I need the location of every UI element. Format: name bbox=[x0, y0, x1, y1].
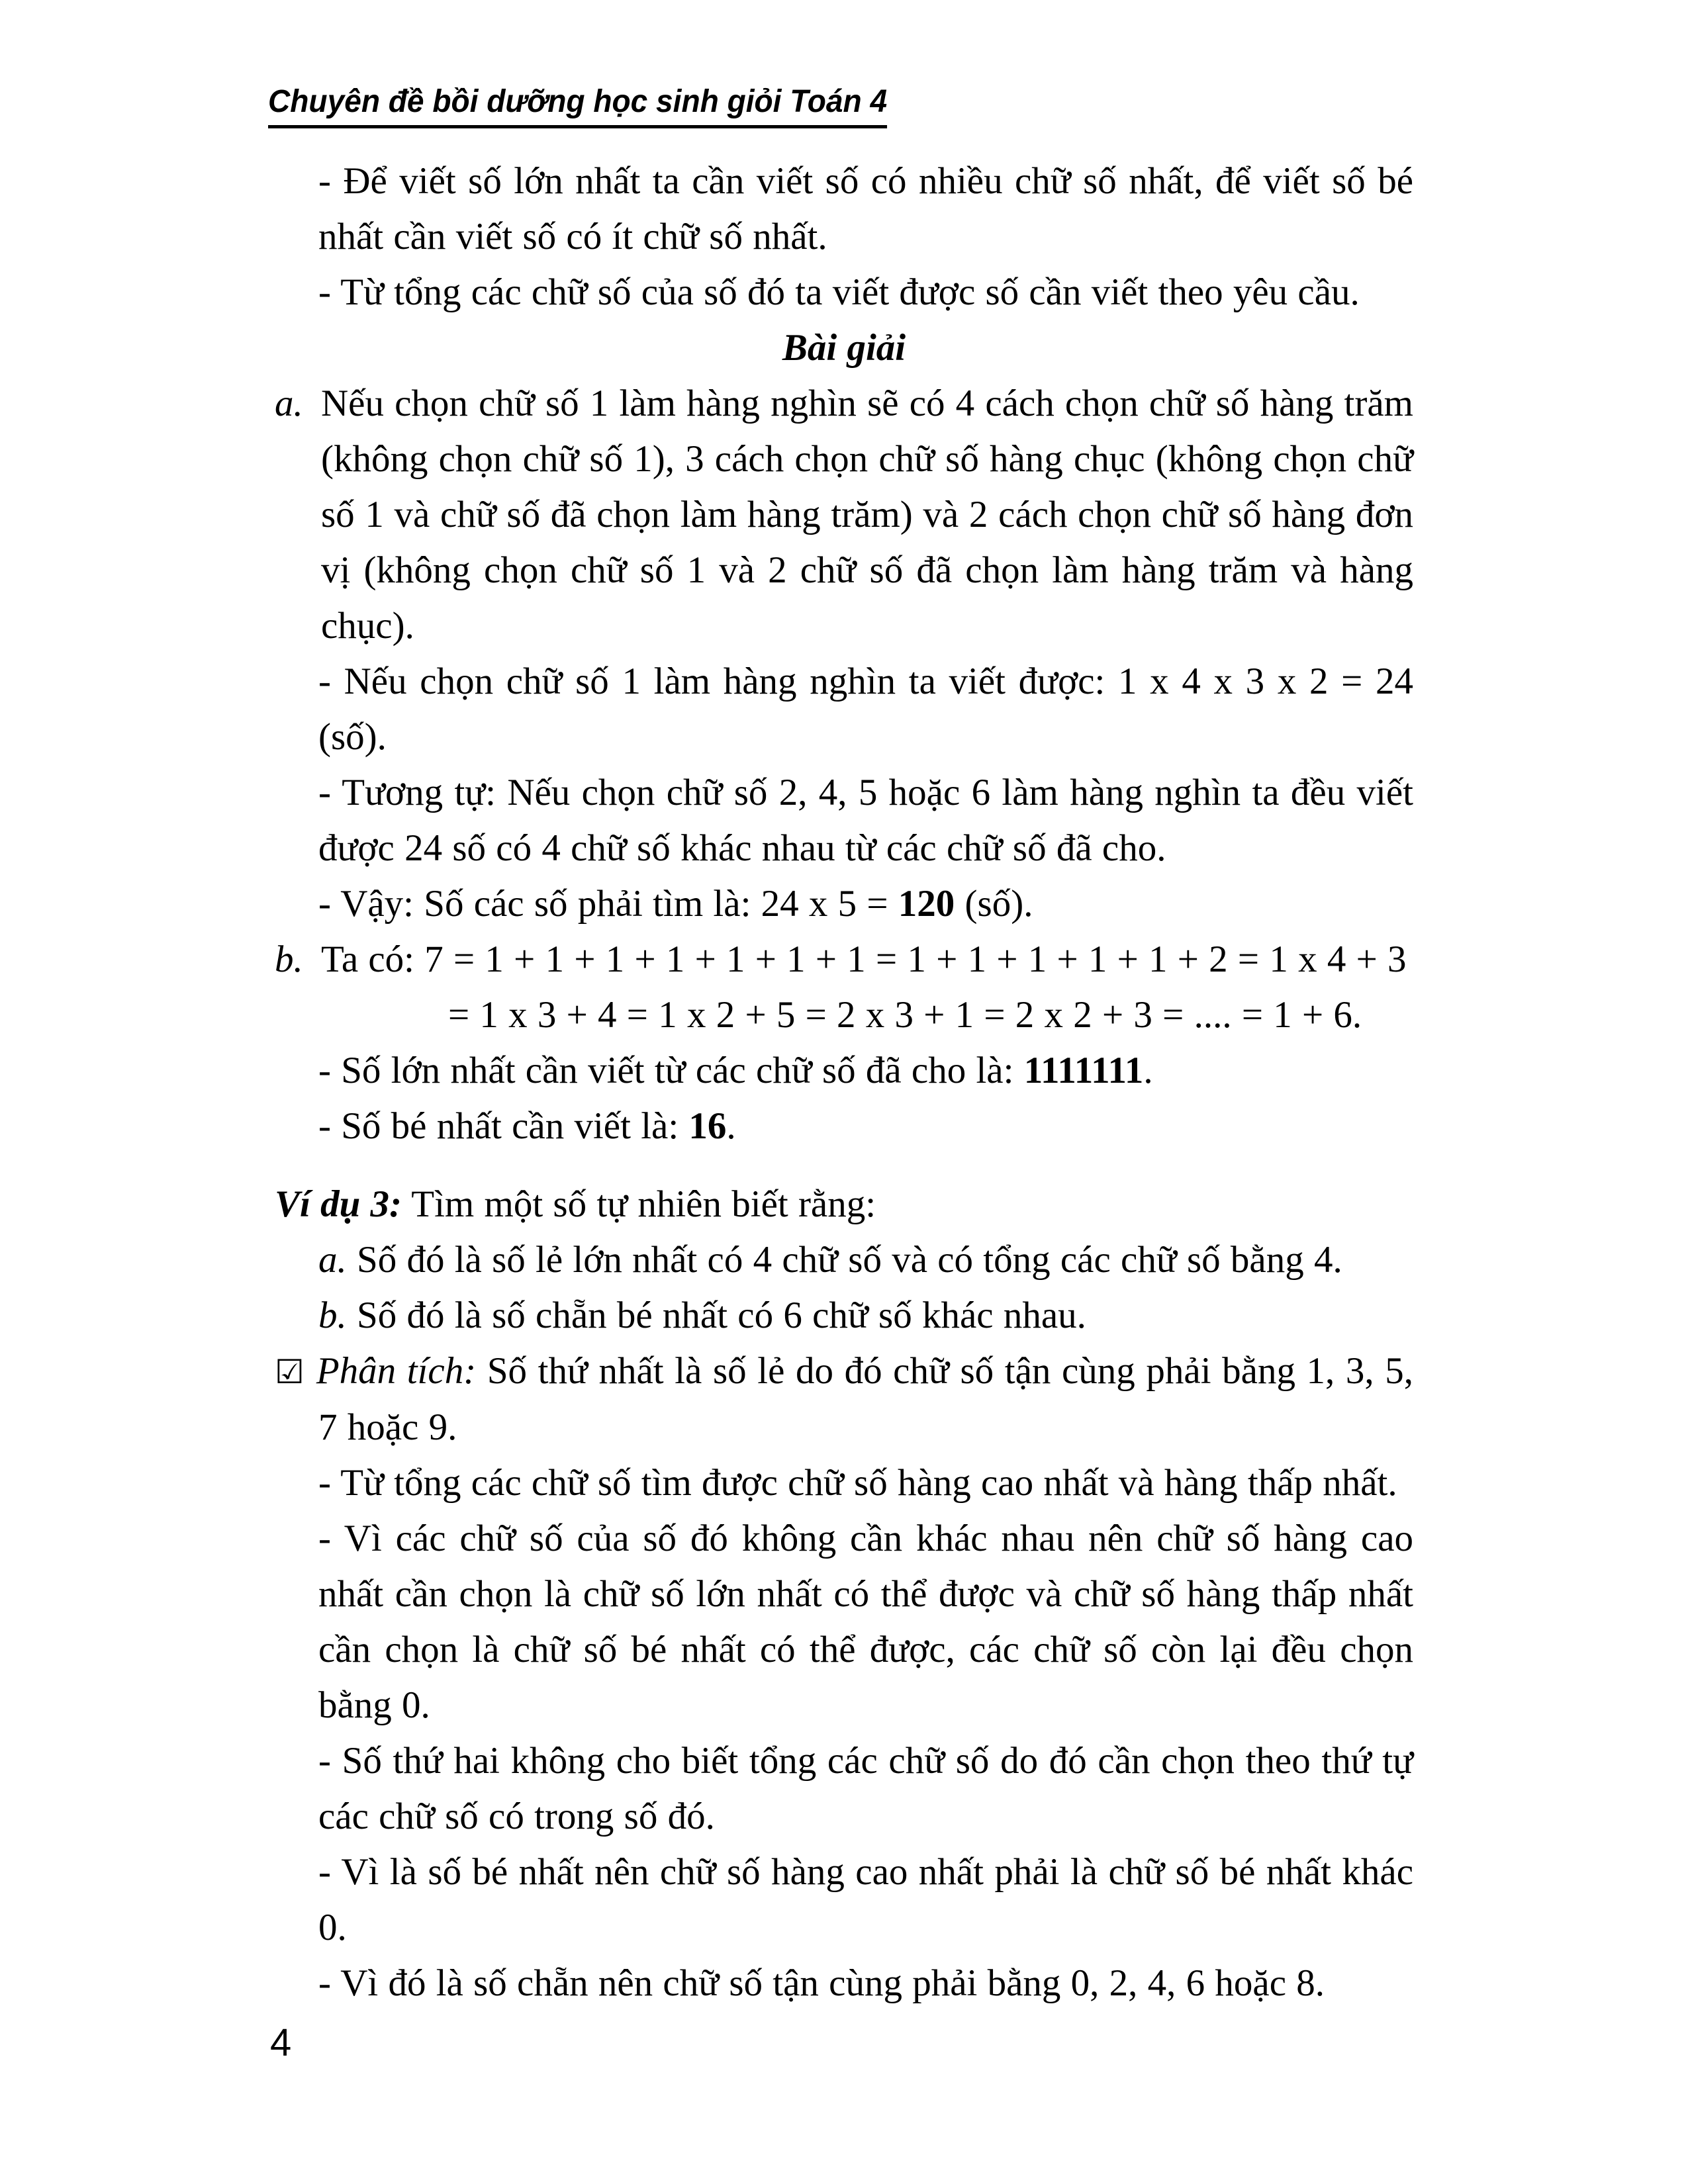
paragraph-analysis-second-number bbox=[275, 1733, 1413, 1844]
paragraph-note-largest-smallest bbox=[275, 154, 1413, 265]
text-segment: - Nếu chọn chữ số 1 làm hàng nghìn ta viết được: 1 x 4 x 3 x 2 = 24 (số). bbox=[318, 660, 1413, 758]
text-segment: (số). bbox=[955, 883, 1033, 925]
text-segment: a. bbox=[318, 1239, 347, 1281]
paragraph-solution-a-similar bbox=[275, 765, 1413, 876]
list-item-marker: b. bbox=[275, 938, 303, 980]
text-segment: b. bbox=[318, 1295, 347, 1336]
text-segment: Phân tích: bbox=[316, 1350, 477, 1392]
text-segment: = 1 x 3 + 4 = 1 x 2 + 5 = 2 x 3 + 1 = 2 x 2 + 3 = .... = 1 + 6. bbox=[448, 994, 1362, 1036]
text-segment: 16 bbox=[688, 1105, 727, 1147]
paragraph-solution-b-largest bbox=[275, 1043, 1413, 1099]
paragraph-solution-heading bbox=[275, 320, 1413, 376]
paragraph-solution-a-result bbox=[275, 876, 1413, 932]
paragraph-example-3-b bbox=[275, 1288, 1413, 1343]
text-segment: - Để viết số lớn nhất ta cần viết số có nhiều chữ số nhất, để viết số bé nhất cần viết số có ít chữ số nhất. bbox=[318, 160, 1413, 257]
text-segment: Số đó là số lẻ lớn nhất có 4 chữ số và có tổng các chữ số bằng 4. bbox=[346, 1239, 1342, 1281]
text-segment: - Vì các chữ số của số đó không cần khác nhau nên chữ số hàng cao nhất cần chọn là chữ số lớn nhất có thể được và chữ số hàng thấp nhất cần chọn là chữ số bé nhất có thể được, các chữ số còn lại đều chọn bằng 0. bbox=[318, 1518, 1413, 1726]
text-segment: Số thứ nhất là số lẻ do đó chữ số tận cùng phải bằng 1, 3, 5, 7 hoặc 9. bbox=[318, 1350, 1414, 1448]
text-segment: Ví dụ 3: bbox=[275, 1183, 402, 1225]
text-segment: Ta có: 7 = 1 + 1 + 1 + 1 + 1 + 1 + 1 = 1 + 1 + 1 + 1 + 1 + 2 = 1 x 4 + 3 bbox=[321, 938, 1407, 980]
text-segment: Tìm một số tự nhiên biết rằng: bbox=[402, 1183, 876, 1225]
text-segment: - Từ tổng các chữ số tìm được chữ số hàng cao nhất và hàng thấp nhất. bbox=[318, 1462, 1397, 1504]
text-segment: - Vì là số bé nhất nên chữ số hàng cao nhất phải là chữ số bé nhất khác 0. bbox=[318, 1851, 1413, 1948]
text-segment: 120 bbox=[898, 883, 955, 925]
running-header-title: Chuyên đề bồi dưỡng học sinh giỏi Toán 4 bbox=[268, 85, 887, 128]
text-segment: Số đó là số chẵn bé nhất có 6 chữ số khác nhau. bbox=[346, 1295, 1086, 1336]
text-segment: - Vì đó là số chẵn nên chữ số tận cùng phải bằng 0, 2, 4, 6 hoặc 8. bbox=[318, 1962, 1325, 2004]
text-segment: - Tương tự: Nếu chọn chữ số 2, 4, 5 hoặc 6 làm hàng nghìn ta đều viết được 24 số có 4 chữ số khác nhau từ các chữ số đã cho. bbox=[318, 772, 1413, 869]
paragraph-solution-a-count bbox=[275, 654, 1413, 765]
paragraph-solution-a bbox=[275, 376, 1413, 654]
paragraph-solution-b-equation-2 bbox=[275, 987, 1413, 1043]
document-body bbox=[275, 154, 1413, 2011]
paragraph-analysis bbox=[275, 1343, 1413, 1455]
paragraph-solution-b-smallest bbox=[275, 1099, 1413, 1154]
text-segment: - Số bé nhất cần viết là: bbox=[318, 1105, 689, 1147]
paragraph-solution-b-equation-1 bbox=[275, 932, 1413, 987]
text-segment: . bbox=[1143, 1050, 1153, 1091]
text-segment: 1111111 bbox=[1023, 1050, 1144, 1091]
paragraph-analysis-not-distinct bbox=[275, 1511, 1413, 1733]
paragraph-note-sum-digits bbox=[275, 265, 1413, 320]
text-segment: - Vậy: Số các số phải tìm là: 24 x 5 = bbox=[318, 883, 898, 925]
list-item-marker: a. bbox=[275, 383, 303, 424]
text-segment: - Số thứ hai không cho biết tổng các chữ số do đó cần chọn theo thứ tự các chữ số có trong số đó. bbox=[318, 1740, 1413, 1837]
text-segment: Nếu chọn chữ số 1 làm hàng nghìn sẽ có 4 cách chọn chữ số hàng trăm (không chọn chữ số 1), 3 cách chọn chữ số hàng chục (không chọn chữ số 1 và chữ số đã chọn làm hàng trăm) và 2 cách chọn chữ số hàng đơn vị (không chọn chữ số 1 và 2 chữ số đã chọn làm hàng trăm và hàng chục). bbox=[321, 383, 1413, 647]
paragraph-example-3-a bbox=[275, 1232, 1413, 1288]
paragraph-analysis-even-ending bbox=[275, 1956, 1413, 2011]
paragraph-analysis-sum bbox=[275, 1455, 1413, 1511]
page-number: 4 bbox=[270, 2021, 292, 2064]
text-segment: Bài giải bbox=[782, 327, 906, 369]
text-segment: . bbox=[726, 1105, 736, 1147]
paragraph-example-3 bbox=[275, 1177, 1413, 1232]
checked-checkbox-icon: ☑ bbox=[275, 1353, 305, 1391]
paragraph-analysis-smallest-leading bbox=[275, 1844, 1413, 1956]
text-segment: - Số lớn nhất cần viết từ các chữ số đã cho là: bbox=[318, 1050, 1024, 1091]
text-segment: - Từ tổng các chữ số của số đó ta viết được số cần viết theo yêu cầu. bbox=[318, 271, 1360, 313]
